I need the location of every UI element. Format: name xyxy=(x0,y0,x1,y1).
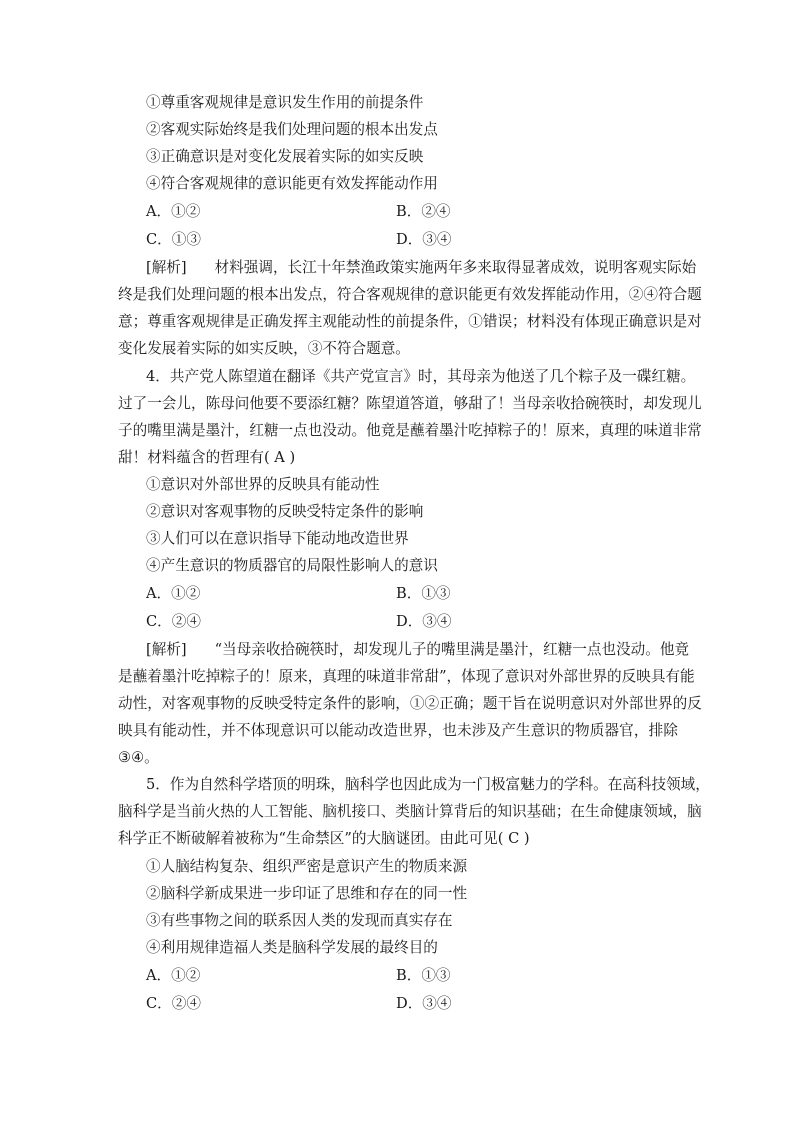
statement-2: ②客观实际始终是我们处理问题的根本出发点 xyxy=(146,121,438,138)
statement-1: ①尊重客观规律是意识发生作用的前提条件 xyxy=(146,94,424,111)
q4-stem-line-3: 子的嘴里满是墨汁，红糖一点也没动。他竟是蘸着墨汁吃掉粽子的！原来，真理的味道非常 xyxy=(118,422,702,439)
choice-b: B．②④ xyxy=(396,203,451,220)
analysis-line-4: 变化发展着实际的如实反映，③不符合题意。 xyxy=(118,340,410,357)
q4-stem-line-2: 过了一会儿，陈母问他要不要添红糖？陈望道答道，够甜了！当母亲收拾碗筷时，却发现儿 xyxy=(118,395,702,412)
q5-statement-3: ③有些事物之间的联系因人类的发现而真实存在 xyxy=(146,912,453,929)
q5-stem-line-1: 5．作为自然科学塔顶的明珠，脑科学也因此成为一门极富魅力的学科。在高科技领域， xyxy=(146,776,710,793)
q5-stem-line-3: 科学正不断破解着被称为“生命禁区”的大脑谜团。由此可见( C ) xyxy=(118,830,530,847)
q4-analysis-line-3: 动性，对客观事物的反映受特定条件的影响，①②正确；题干旨在说明意识对外部世界的反 xyxy=(118,695,702,712)
statement-3: ③正确意识是对变化发展着实际的如实反映 xyxy=(146,148,424,165)
analysis-line-1: [解析] 材料强调，长江十年禁渔政策实施两年多来取得显著成效，说明客观实际始 xyxy=(146,259,697,276)
q4-statement-4: ④产生意识的物质器官的局限性影响人的意识 xyxy=(146,557,438,574)
q4-analysis-line-4: 映具有能动性，并不体现意识可以能动改造世界，也未涉及产生意识的物质器官，排除 xyxy=(118,722,678,739)
q5-choice-c: C．②④ xyxy=(146,995,201,1012)
q4-analysis-line-1: [解析] “当母亲收拾碗筷时，却发现儿子的嘴里满是墨汁，红糖一点也没动。他竟 xyxy=(146,641,690,658)
q4-choice-b: B．①③ xyxy=(396,585,451,602)
choice-c: C．①③ xyxy=(146,231,201,248)
q4-stem-line-4: 甜！材料蕴含的哲理有( A ) xyxy=(118,449,296,466)
q4-analysis-line-5: ③④。 xyxy=(118,749,159,766)
q4-analysis-label: [解析] xyxy=(146,641,187,658)
q5-choice-d: D．③④ xyxy=(396,995,452,1012)
choice-d: D．③④ xyxy=(396,231,452,248)
q5-statement-2: ②脑科学新成果进一步印证了思维和存在的同一性 xyxy=(146,885,468,902)
analysis-line-3: 意；尊重客观规律是正确发挥主观能动性的前提条件，①错误；材料没有体现正确意识是对 xyxy=(118,313,702,330)
analysis-label: [解析] xyxy=(146,259,187,276)
q4-statement-3: ③人们可以在意识指导下能动地改造世界 xyxy=(146,530,409,547)
q4-analysis-line-2: 是蘸着墨汁吃掉粽子的！原来，真理的味道非常甜”，体现了意识对外部世界的反映具有能 xyxy=(118,668,695,685)
q5-choice-b: B．①③ xyxy=(396,967,451,984)
q5-stem-line-2: 脑科学是当前火热的人工智能、脑机接口、类脑计算背后的知识基础；在生命健康领域，脑 xyxy=(118,803,702,820)
q4-statement-2: ②意识对客观事物的反映受特定条件的影响 xyxy=(146,503,424,520)
q5-statement-4: ④利用规律造福人类是脑科学发展的最终目的 xyxy=(146,939,438,956)
q4-choice-a: A．①② xyxy=(146,585,201,602)
q4-choice-c: C．②④ xyxy=(146,613,201,630)
q5-statement-1: ①人脑结构复杂、组织严密是意识产生的物质来源 xyxy=(146,858,468,875)
q4-stem-line-1: 4．共产党人陈望道在翻译《共产党宣言》时，其母亲为他送了几个粽子及一碟红糖。 xyxy=(146,368,696,385)
q4-choice-d: D．③④ xyxy=(396,613,452,630)
q4-statement-1: ①意识对外部世界的反映具有能动性 xyxy=(146,476,380,493)
q5-choice-a: A．①② xyxy=(146,967,201,984)
choice-a: A．①② xyxy=(146,203,201,220)
analysis-line-2: 终是我们处理问题的根本出发点，符合客观规律的意识能更有效发挥能动作用，②④符合题 xyxy=(118,286,702,303)
statement-4: ④符合客观规律的意识能更有效发挥能动作用 xyxy=(146,175,438,192)
